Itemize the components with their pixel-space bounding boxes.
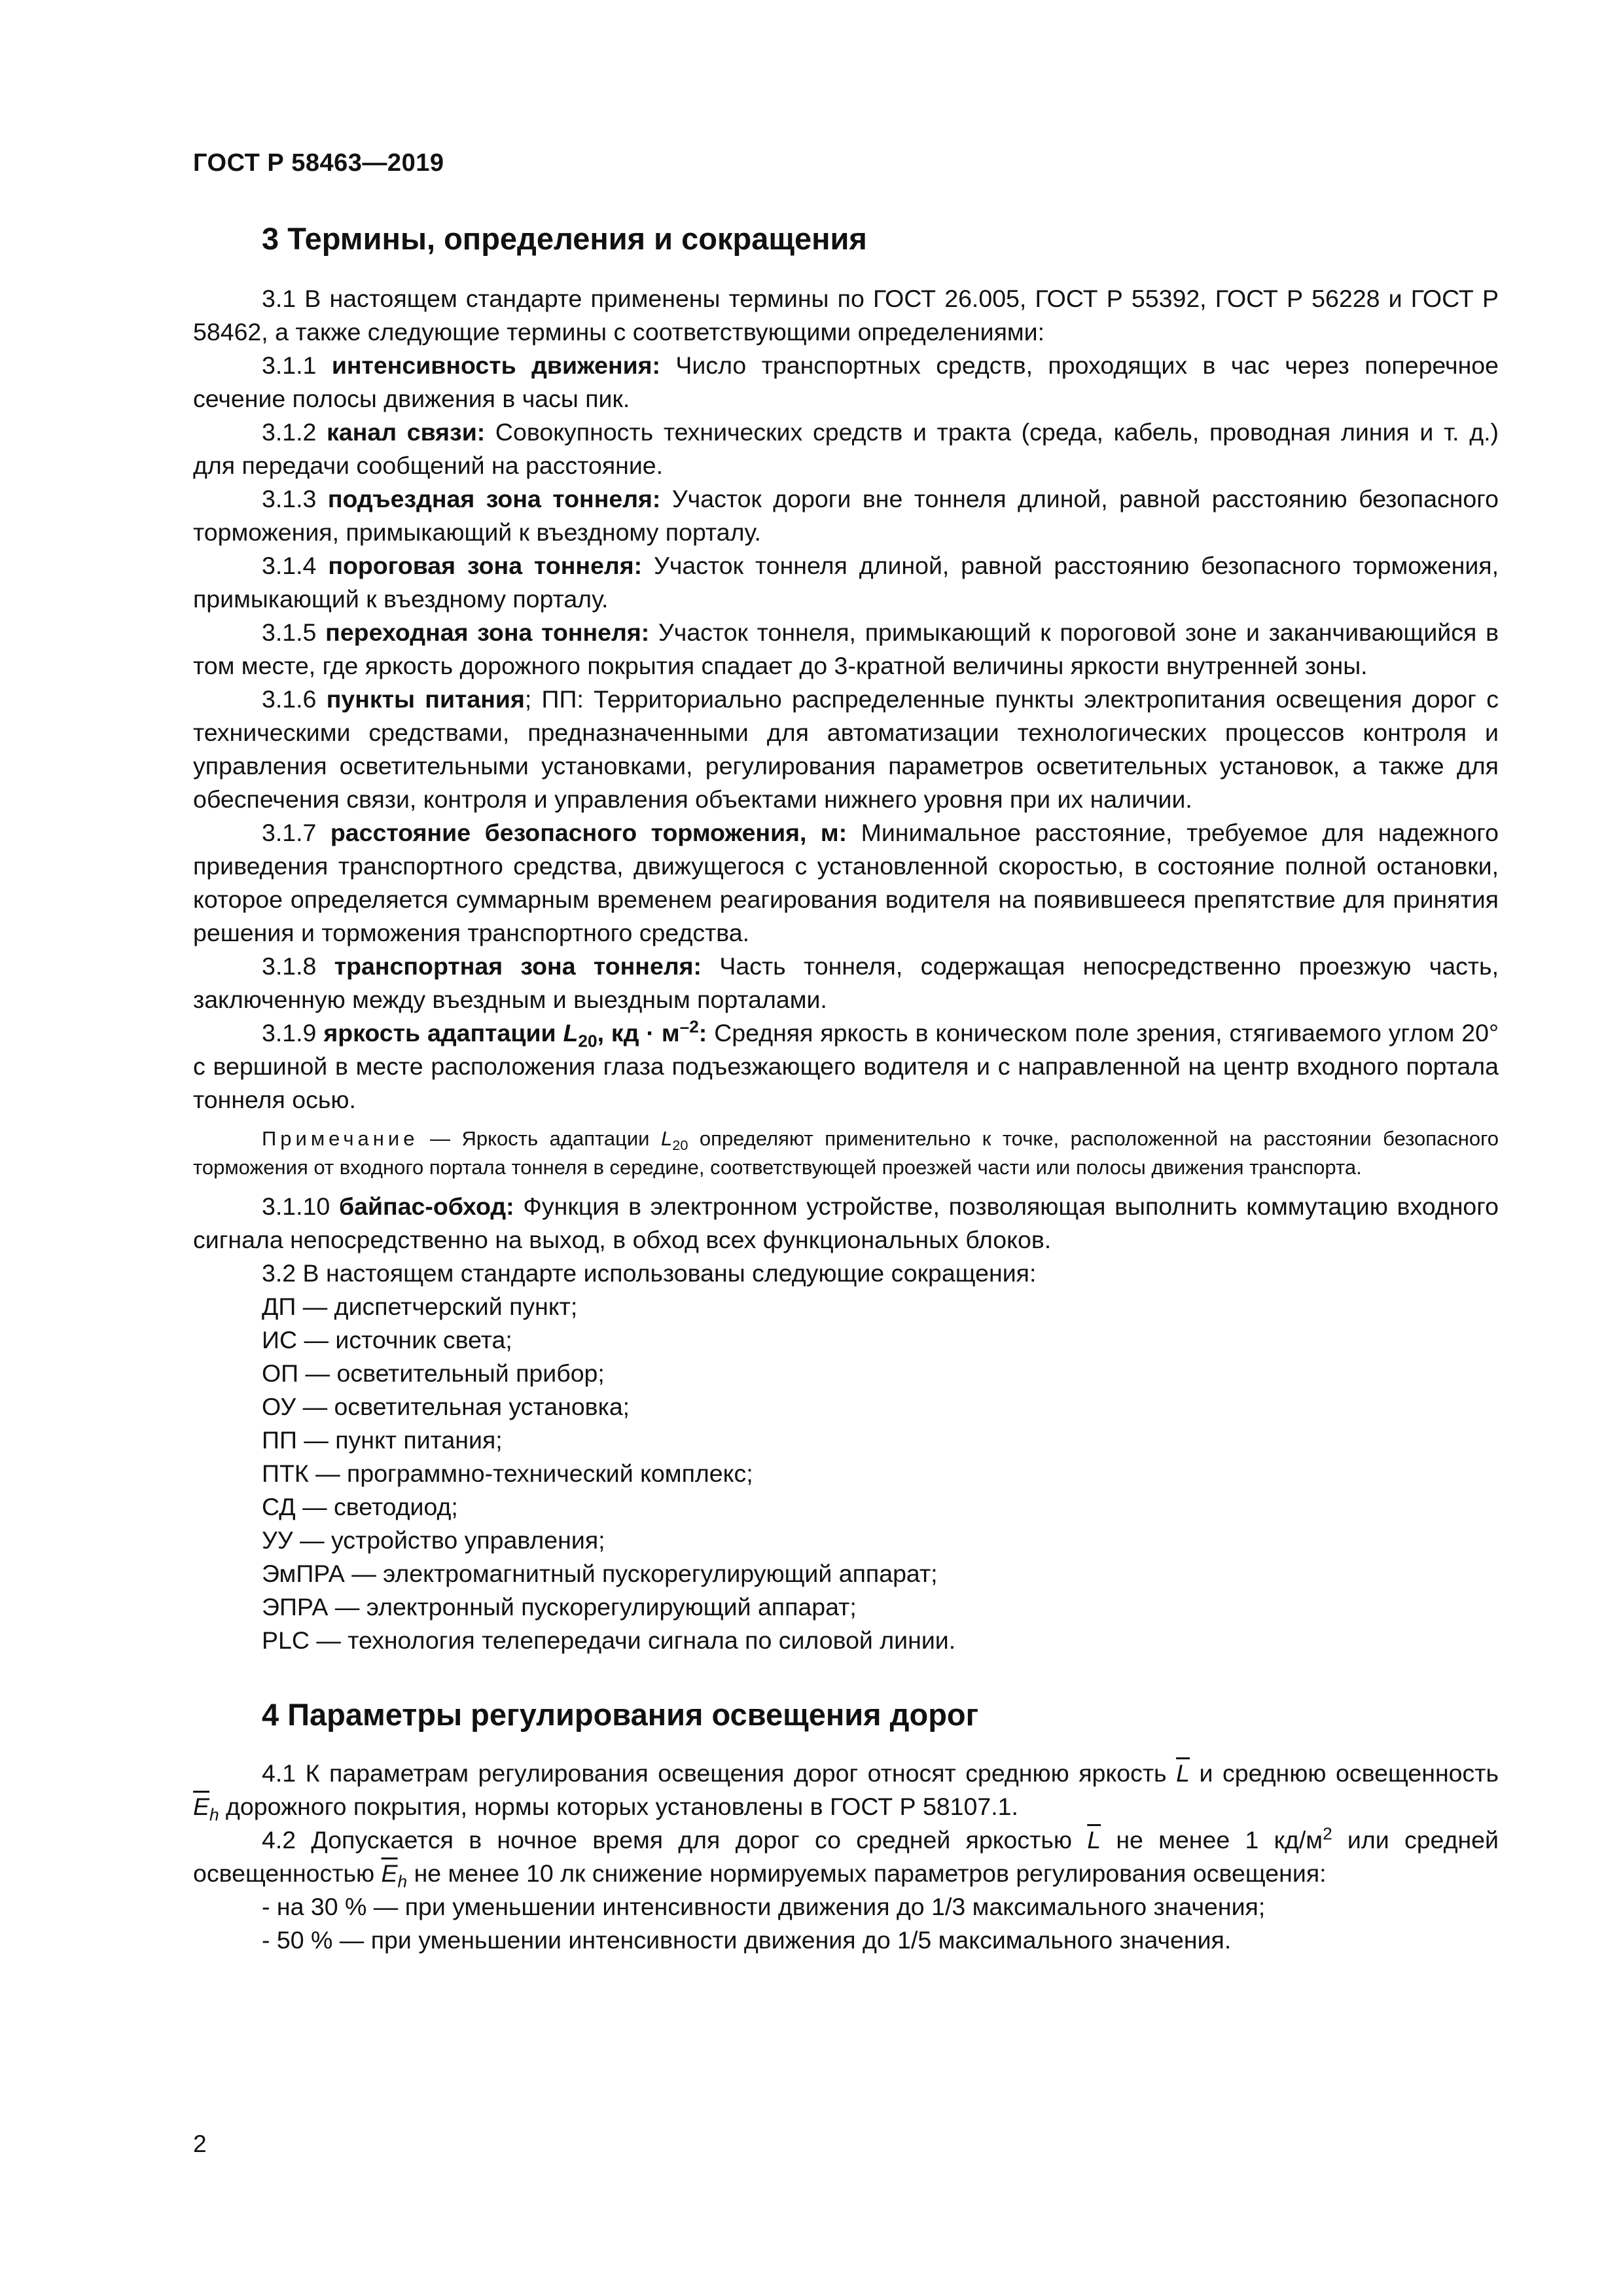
document-header: ГОСТ Р 58463—2019 [193, 149, 444, 177]
list-item: УУ — устройство управления; [262, 1526, 605, 1554]
list-item: ЭПРА — электронный пускорегулирующий аппарат; [262, 1593, 857, 1621]
symbol-l: L [661, 1127, 673, 1150]
term-3-1-1: 3.1.1 интенсивность движения: Число транспортных средств, проходящих в час через поперечное сечение полосы движения в часы пик. [193, 351, 1499, 412]
term-definition: Средняя яркость в коническом поле зрения, стягиваемого углом 20° с вершиной в месте расположения глаза подъезжающего водителя и с направленной на центр входного портала тоннеля осью. [193, 1019, 1499, 1113]
term-definition: Совокупность технических средств и тракта (среда, кабель, проводная линия и т. д.) для передачи сообщений на расстояние. [193, 418, 1499, 479]
list-item: PLC — технология телепередачи сигнала по силовой линии. [262, 1626, 956, 1654]
list-item: ДП — диспетчерский пункт; [262, 1293, 578, 1320]
page-content [193, 219, 1499, 1957]
section-3-title: 3 Термины, определения и сокращения [262, 221, 867, 256]
term-name: байпас-обход: [338, 1193, 514, 1220]
term-name: расстояние безопасного торможения, м: [330, 819, 847, 846]
term-name: пункты питания [326, 685, 525, 713]
list-item: ПП — пункт питания; [262, 1426, 503, 1454]
list-item: СД — светодиод; [262, 1493, 458, 1520]
abbreviation-list [193, 1290, 1499, 1657]
term-definition: Участок тоннеля длиной, равной расстоянию безопасного торможения, примыкающий к въездному порталу. [193, 552, 1499, 613]
symbol-l: L [563, 1019, 579, 1047]
list-item: ИС — источник света; [262, 1326, 512, 1354]
term-3-1-3: 3.1.3 подъездная зона тоннеля: Участок дороги вне тоннеля длиной, равной расстоянию безопасного торможения, примыкающий к въездному порталу. [193, 485, 1499, 546]
paragraph-4-2: 4.2 Допускается в ночное время для дорог со средней яркостью $\overline{L}$ не менее 1 $кд/м^2$ или средней освещенностью $\overline{E}_h$ не менее 10 лк снижение нормируемых параметров регулирования освещения: [193, 1823, 1499, 1892]
symbol-e-mean: $\overline{E}$ [381, 1859, 398, 1887]
term-name: пороговая зона тоннеля: [328, 552, 643, 579]
term-3-1-9: 3.1.9 яркость адаптации $L_{20}$, кд · $м^{-2}$: Средняя яркость в коническом поле зрения, стягиваемого углом 20° с вершиной в месте расположения глаза подъезжающего водителя и с направленной на центр входного портала тоннеля осью. [193, 1016, 1499, 1113]
term-3-1-2: 3.1.2 канал связи: Совокупность технических средств и тракта (среда, кабель, проводная линия и т. д.) для передачи сообщений на расстояние. [193, 418, 1499, 479]
term-3-1-8: 3.1.8 транспортная зона тоннеля: Часть тоннеля, содержащая непосредственно проезжую часть, заключенную между въездным и выездным порталами. [193, 952, 1499, 1013]
list-item: ЭмПРА — электромагнитный пускорегулирующий аппарат; [262, 1560, 938, 1587]
term-name: подъездная зона тоннеля: [327, 485, 661, 512]
term-name: интенсивность движения: [331, 351, 661, 379]
term-definition: Минимальное расстояние, требуемое для надежного приведения транспортного средства, движущегося с установленной скоростью, в состояние полной остановки, которое определяется суммарным временем реагирования водителя на появившееся препятствие для принятия решения и торможения транспортного средства. [193, 819, 1499, 946]
list-item: ОУ — осветительная установка; [262, 1393, 630, 1420]
term-name: переходная зона тоннеля: [325, 619, 650, 646]
page-number: 2 [193, 2130, 207, 2157]
term-name: яркость адаптации $L_{20}$, кд · $м^{-2}$: [323, 1016, 707, 1051]
list-item: - 50 % — при уменьшении интенсивности движения до 1/5 максимального значения. [262, 1926, 1232, 1954]
note: Примечание — Яркость адаптации $L_{20}$ определяют применительно к точке, расположенной на расстоянии безопасного торможения от входного портала тоннеля в середине, соответствующей проезжей части или полосы движения транспорта. [193, 1127, 1499, 1179]
term-definition: Участок дороги вне тоннеля длиной, равной расстоянию безопасного торможения, примыкающий к въездному порталу. [193, 485, 1499, 546]
list-item: ПТК — программно-технический комплекс; [262, 1460, 753, 1487]
paragraph-3-1: 3.1 В настоящем стандарте применены термины по ГОСТ 26.005, ГОСТ Р 55392, ГОСТ Р 56228 и ГОСТ Р 58462, а также следующие термины с соответствующими определениями: [193, 285, 1499, 346]
list-item: - на 30 % — при уменьшении интенсивности движения до 1/3 максимального значения; [262, 1893, 1266, 1920]
symbol-e-mean: $\overline{E}$ [193, 1793, 210, 1820]
list-item: ОП — осветительный прибор; [262, 1359, 605, 1387]
section-4-title: 4 Параметры регулирования освещения дорог [262, 1697, 979, 1732]
term-name: транспортная зона тоннеля: [334, 952, 702, 980]
term-definition: Число транспортных средств, проходящих в час через поперечное сечение полосы движения в часы пик. [193, 351, 1499, 412]
paragraph-3-2: 3.2 В настоящем стандарте использованы следующие сокращения: [262, 1259, 1037, 1287]
term-definition: Участок тоннеля, примыкающий к пороговой зоне и заканчивающийся в том месте, где яркость дорожного покрытия спадает до 3-кратной величины яркости внутренней зоны. [193, 619, 1499, 679]
symbol-l-mean: $\overline{L}$ [1176, 1759, 1190, 1787]
term-name: канал связи: [327, 418, 486, 446]
term-3-1-5: 3.1.5 переходная зона тоннеля: Участок тоннеля, примыкающий к пороговой зоне и заканчивающийся в том месте, где яркость дорожного покрытия спадает до 3-кратной величины яркости внутренней зоны. [193, 619, 1499, 679]
term-definition: Часть тоннеля, содержащая непосредственно проезжую часть, заключенную между въездным и выездным порталами. [193, 952, 1499, 1013]
term-definition: Функция в электронном устройстве, позволяющая выполнить коммутацию входного сигнала непосредственно на выход, в обход всех функциональных блоков. [193, 1193, 1499, 1253]
term-3-1-6: 3.1.6 пункты питания; ПП: Территориально распределенные пункты электропитания освещения дорог с техническими средствами, предназначенными для автоматизации технологических процессов контроля и управления осветительными установками, регулирования параметров осветительных установок, а также для обеспечения связи, контроля и управления объектами нижнего уровня при их наличии. [193, 685, 1499, 813]
term-definition: ; ПП: Территориально распределенные пункты электропитания освещения дорог с техническими средствами, предназначенными для автоматизации технологических процессов контроля и управления осветительными установками, регулирования параметров осветительных установок, а также для обеспечения связи, контроля и управления объектами нижнего уровня при их наличии. [193, 685, 1499, 813]
term-3-1-10: 3.1.10 байпас-обход: Функция в электронном устройстве, позволяющая выполнить коммутацию входного сигнала непосредственно на выход, в обход всех функциональных блоков. [193, 1193, 1499, 1253]
note-label: Примечание [262, 1127, 419, 1150]
symbol-l-mean: $\overline{L}$ [1087, 1826, 1101, 1854]
reduction-list [193, 1890, 1499, 1957]
term-3-1-7: 3.1.7 расстояние безопасного торможения, м: Минимальное расстояние, требуемое для надежного приведения транспортного средства, движущегося с установленной скоростью, в состояние полной остановки, которое определяется суммарным временем реагирования водителя на появившееся препятствие для принятия решения и торможения транспортного средства. [193, 819, 1499, 946]
term-3-1-4: 3.1.4 пороговая зона тоннеля: Участок тоннеля длиной, равной расстоянию безопасного торможения, примыкающий к въездному порталу. [193, 552, 1499, 613]
paragraph-4-1: 4.1 К параметрам регулирования освещения дорог относят среднюю яркость $\overline{L}$ и среднюю освещенность $\overline{E}_h$ дорожного покрытия, нормы которых установлены в ГОСТ Р 58107.1. [193, 1759, 1499, 1825]
